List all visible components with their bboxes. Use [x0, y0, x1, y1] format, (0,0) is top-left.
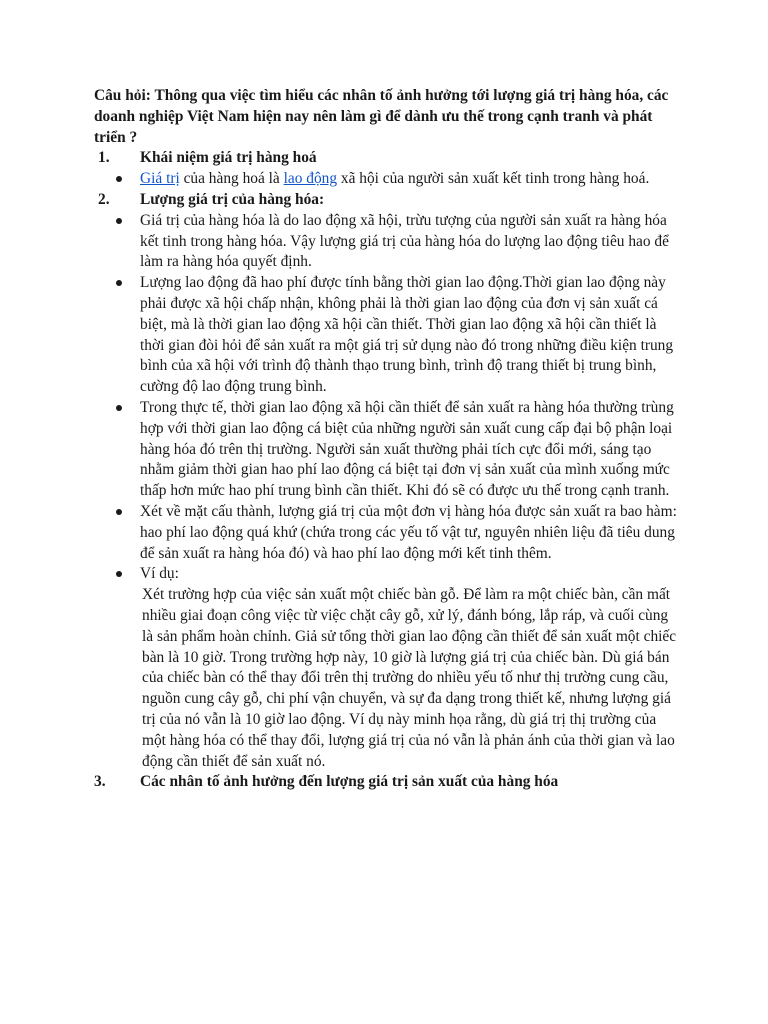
bullet-text: Xét về mặt cấu thành, lượng giá trị của một đơn vị hàng hóa được sản xuất ra bao hàm: hao phí lao động quá khứ (chứa trong các yếu tố vật tư, nguyên nhiên liệu đã tiêu dung để sản xuất ra hàng hóa đó) và hao phí lao động mới kết tinh thêm.: [140, 502, 677, 562]
question-text: Câu hỏi: Thông qua việc tìm hiểu các nhân tố ảnh hưởng tới lượng giá trị hàng hóa, các doanh nghiệp Việt Nam hiện nay nên làm gì để dành ưu thế trong cạnh tranh và phát triển ?: [94, 87, 669, 146]
section-2-title: Lượng giá trị của hàng hóa:: [140, 190, 325, 208]
bullet-icon: [116, 509, 122, 515]
section-1-title: Khái niệm giá trị hàng hoá: [140, 149, 317, 167]
example-label: Ví dụ:: [140, 565, 179, 583]
bullet-icon: [116, 405, 122, 411]
link-lao-dong[interactable]: lao động: [283, 170, 338, 188]
section-3-number: 3.: [94, 773, 106, 791]
section-3-title: Các nhân tố ảnh hưởng đến lượng giá trị sản xuất của hàng hóa: [140, 773, 559, 791]
bullet-icon: [116, 176, 122, 182]
list-item: [140, 169, 678, 190]
section-1-heading: [94, 148, 678, 169]
section-2-list: [94, 211, 678, 773]
bullet-text: xã hội của người sản xuất kết tinh trong hàng hoá.: [337, 170, 650, 188]
document-page: [94, 86, 678, 793]
list-item: [140, 273, 678, 398]
example-body: Xét trường hợp của việc sản xuất một chiếc bàn gỗ. Để làm ra một chiếc bàn, cần mất nhiều giai đoạn công việc từ việc chặt cây gỗ, xử lý, đánh bóng, lắp ráp, và cuối cùng là sản phẩm hoàn chỉnh. Giả sử tổng thời gian lao động cần thiết để sản xuất một chiếc bàn là 10 giờ. Trong trường hợp này, 10 giờ là lượng giá trị của chiếc bàn. Dù giá bán của chiếc bàn có thể thay đổi trên thị trường do nhiều yếu tố như thị trường cung cầu, nguồn cung cây gỗ, chi phí vận chuyển, và sự đa dạng trong thiết kế, nhưng lượng giá trị của nó vẫn là 10 giờ lao động. Ví dụ này minh họa rằng, dù giá trị thị trường của một hàng hóa có thể thay đổi, lượng giá trị của nó vẫn là phản ánh của thời gian và lao động cần thiết để sản xuất nó.: [142, 586, 677, 770]
list-item: [140, 211, 678, 273]
bullet-icon: [116, 218, 122, 224]
bullet-text: Lượng lao động đã hao phí được tính bằng thời gian lao động.Thời gian lao động này phải được xã hội chấp nhận, không phải là thời gian lao động của đơn vị sản xuất cá biệt, mà là thời gian lao động xã hội cần thiết. Thời gian lao động xã hội cần thiết là thời gian đòi hỏi để sản xuất ra một giá trị sử dụng nào đó trong những điều kiện trung bình của xã hội với trình độ thành thạo trung bình, trình độ trang thiết bị trung bình, cường độ lao động trung bình.: [140, 274, 674, 396]
list-item: [140, 398, 678, 502]
list-item: [140, 502, 678, 564]
bullet-text: của hàng hoá là: [179, 170, 284, 188]
link-gia-tri[interactable]: Giá trị: [140, 170, 180, 188]
bullet-text: Giá trị của hàng hóa là do lao động xã hội, trừu tượng của người sản xuất ra hàng hóa kết tinh trong hàng hóa. Vậy lượng giá trị của hàng hóa do lượng lao động tiêu hao để làm ra hàng hóa quyết định.: [140, 211, 669, 271]
section-1-list: [94, 169, 678, 190]
section-1-number: 1.: [98, 149, 110, 167]
section-2-number: 2.: [98, 190, 110, 208]
bullet-icon: [116, 280, 122, 286]
section-2-heading: [94, 190, 678, 211]
list-item-example: [140, 564, 678, 772]
bullet-icon: [116, 571, 122, 577]
section-3-heading: [94, 772, 678, 793]
bullet-text: Trong thực tế, thời gian lao động xã hội cần thiết để sản xuất ra hàng hóa thường trùng hợp với thời gian lao động cá biệt của những người sản xuất cung cấp đại bộ phận loại hàng hóa đó trên thị trường. Người sản xuất thường phải tích cực đổi mới, sáng tạo nhằm giảm thời gian hao phí lao động cá biệt tại đơn vị sản xuất của mình xuống mức thấp hơn mức hao phí trung bình cần thiết. Khi đó sẽ có được ưu thế trong cạnh tranh.: [140, 398, 674, 500]
